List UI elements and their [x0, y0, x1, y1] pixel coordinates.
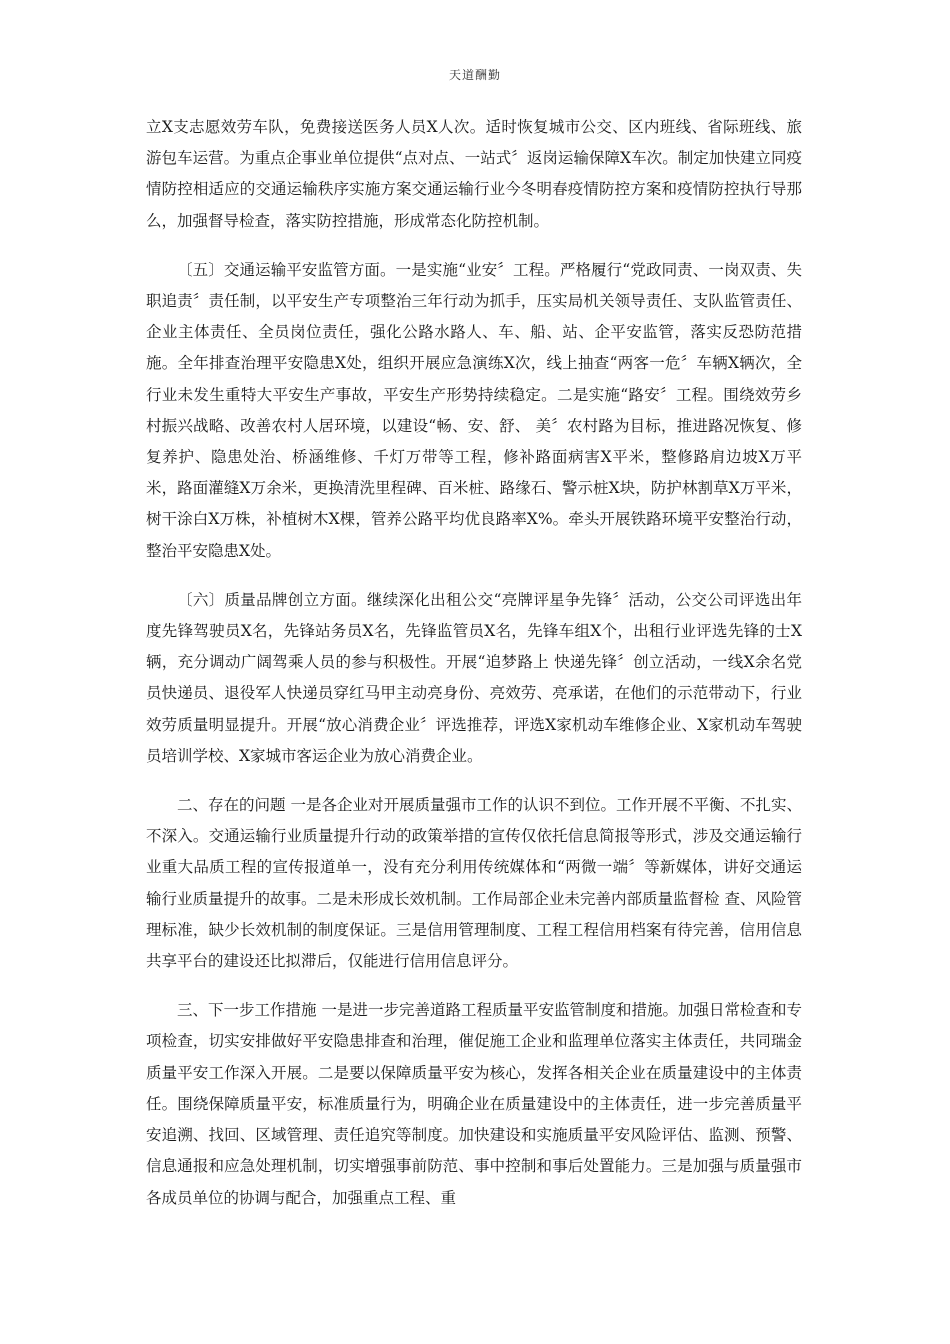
document-body: [146, 112, 802, 1232]
paragraph-existing-problems: 二、存在的问题 一是各企业对开展质量强市工作的认识不到位。工作开展不平衡、不扎实、不深入。交通运输行业质量提升行动的政策举措的宣传仅依托信息简报等形式，涉及交通运输行业重大品质工程的宣传报道单一，没有充分利用传统媒体和“两微一端〞等新媒体，讲好交通运输行业质量提升的故事。二是未形成长效机制。工作局部企业未完善内部质量监督检 查、风险管理标准，缺少长效机制的制度保证。三是信用管理制度、工程工程信用档案有待完善，信用信息共享平台的建设还比拟滞后，仅能进行信用信息评分。: [146, 796, 802, 971]
page-header: 天道酬勤: [448, 68, 501, 82]
paragraph-safety-supervision: 〔五〕交通运输平安监管方面。一是实施“业安〞工程。严格履行“党政同责、一岗双责、失职追责〞责任制，以平安生产专项整治三年行动为抓手，压实局机关领导责任、支队监管责任、企业主体责任、全员岗位责任，强化公路水路人、车、船、站、企平安监管，落实反恐防范措施。全年排查治理平安隐患X处，组织开展应急演练X次，线上抽查“两客一危〞车辆X辆次，全行业未发生重特大平安生产事故，平安生产形势持续稳定。二是实施“路安〞工程。围绕效劳乡村振兴战略、改善农村人居环境，以建设“畅、安、舒、 美〞农村路为目标，推进路况恢复、修复养护、隐患处治、桥涵维修、千灯万带等工程，修补路面病害X平米，整修路肩边坡X万平米，路面灌缝X万余米，更换清洗里程碑、百米桩、路缘石、警示桩X块，防护林割草X万平米，树干涂白X万株，补植树木X棵，管养公路平均优良路率X%。牵头开展铁路环境平安整治行动，整治平安隐患X处。: [146, 260, 802, 560]
paragraph-next-steps: 三、下一步工作措施 一是进一步完善道路工程质量平安监管制度和措施。加强日常检查和专项检查，切实安排做好平安隐患排查和治理，催促施工企业和监理单位落实主体责任，共同瑞金质量平安工作深入开展。二是要以保障质量平安为核心，发挥各相关企业在质量建设中的主体责任。围绕保障质量平安，标准质量行为，明确企业在质量建设中的主体责任，进一步完善质量平安追溯、找回、区域管理、责任追究等制度。加快建设和实施质量平安风险评估、监测、预警、信息通报和应急处理机制，切实增强事前防范、事中控制和事后处置能力。三是加强与质量强市各成员单位的协调与配合，加强重点工程、重: [146, 1001, 802, 1207]
paragraph-continuation: 立X支志愿效劳车队，免费接送医务人员X人次。适时恢复城市公交、区内班线、省际班线、旅游包车运营。为重点企事业单位提供“点对点、一站式〞返岗运输保障X车次。制定加快建立同疫情防控相适应的交通运输秩序实施方案交通运输行业今冬明春疫情防控方案和疫情防控执行导那么，加强督导检查，落实防控措施，形成常态化防控机制。: [146, 118, 802, 230]
paragraph-quality-brand: 〔六〕质量品牌创立方面。继续深化出租公交“亮牌评星争先锋〞活动，公交公司评选出年度先锋驾驶员X名，先锋站务员X名，先锋监管员X名，先锋车组X个，出租行业评选先锋的士X辆，充分调动广阔驾乘人员的参与积极性。开展“追梦路上 快递先锋〞创立活动，一线X余名党员快递员、退役军人快递员穿红马甲主动亮身份、亮效劳、亮承诺，在他们的示范带动下，行业效劳质量明显提升。开展“放心消费企业〞评选推荐，评选X家机动车维修企业、X家机动车驾驶员培训学校、X家城市客运企业为放心消费企业。: [146, 590, 802, 765]
